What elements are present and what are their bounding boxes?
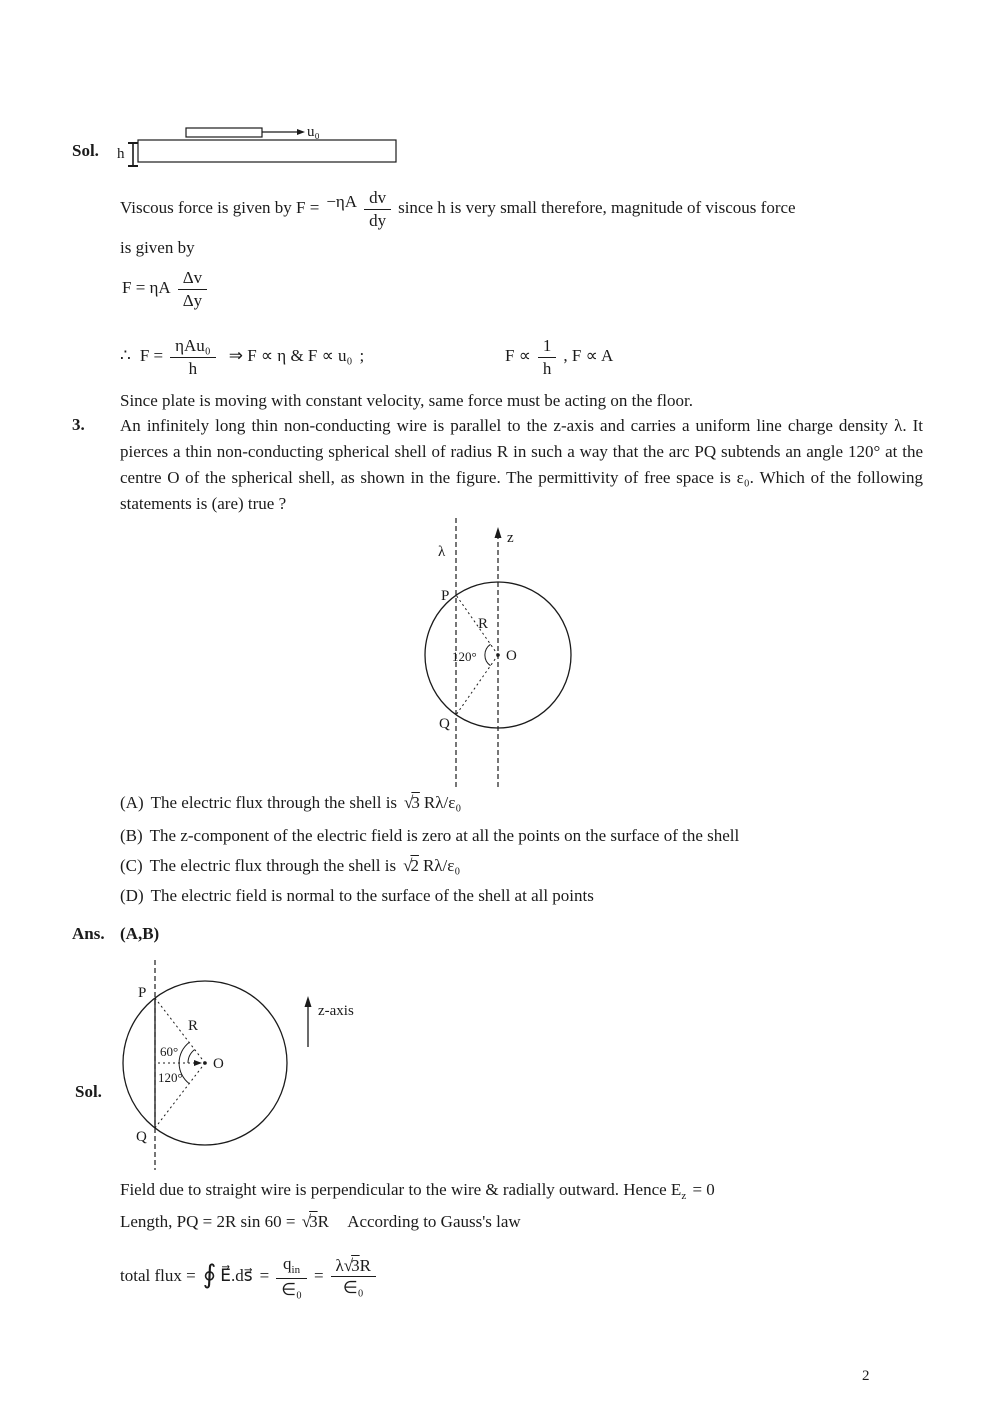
- angle-120-label: 120°: [158, 1070, 183, 1085]
- option-d-label: (D): [120, 886, 144, 905]
- formula3-lhs: F =: [139, 346, 164, 366]
- sol1-label: Sol.: [72, 141, 99, 160]
- e-z-subscript: z: [681, 1190, 687, 1202]
- viscous-coefficient: −ηA: [326, 192, 358, 212]
- radial-arrowhead: [194, 1060, 202, 1066]
- fraction-numerator: dv: [364, 186, 391, 210]
- answer-value: (A,B): [120, 924, 160, 943]
- fraction-numerator: ηAu₀: [170, 334, 216, 358]
- radicand: 2: [410, 856, 419, 875]
- z-axis-arrowhead: [495, 527, 502, 538]
- viscous-line1-post: since h is very small therefore, magnitude of viscous force: [398, 198, 796, 218]
- fraction-numerator: [276, 1252, 307, 1279]
- fraction-denominator: ∈₀: [342, 1278, 364, 1298]
- option-c-text: The electric flux through the shell is: [149, 856, 397, 875]
- option-b-label: (B): [120, 826, 143, 845]
- option-c-tail: Rλ/ε₀: [422, 856, 461, 875]
- sqrt-tail: R: [317, 1212, 329, 1231]
- viscous-formula3: [120, 334, 364, 378]
- equals-sign: =: [313, 1265, 324, 1285]
- sqrt-expression: [404, 791, 420, 815]
- center-o-label: O: [213, 1056, 224, 1072]
- radical-sign: √: [301, 1212, 310, 1231]
- sqrt-expression: [403, 854, 419, 878]
- sol3-label: Sol.: [75, 1082, 102, 1101]
- fraction-denominator: ∈₀: [281, 1279, 302, 1299]
- h-label: h: [117, 146, 125, 162]
- center-point: [203, 1061, 207, 1065]
- fraction-denominator: h: [188, 358, 198, 378]
- fraction-denominator: dy: [369, 210, 387, 230]
- radicand: 3: [309, 1212, 318, 1231]
- eta-a-u0-fraction: [170, 334, 216, 378]
- center-o-label: O: [506, 648, 517, 664]
- radical-sign: √: [404, 793, 412, 812]
- viscous-line1-pre: Viscous force is given by F =: [120, 198, 320, 218]
- velocity-arrowhead: [297, 129, 305, 135]
- fraction-denominator: h: [542, 358, 552, 378]
- radius-op-line: [456, 595, 498, 655]
- lambda-label: λ: [438, 544, 446, 560]
- option-a: [120, 791, 461, 815]
- option-b-text: The z-component of the electric field is zero at all the points on the surface of the shell: [149, 826, 740, 845]
- angle-60-label: 60°: [160, 1044, 179, 1059]
- fraction-numerator: [331, 1254, 376, 1278]
- fraction-denominator: Δy: [182, 290, 203, 310]
- formula3b-tail: , F ∝ A: [563, 346, 614, 366]
- viscous-conclusion: Since plate is moving with constant velocity, same force must be acting on the floor.: [120, 391, 693, 410]
- one-over-h-fraction: [538, 334, 557, 378]
- u0-label: u₀: [307, 124, 320, 140]
- closed-integral-sign: ∮: [202, 1259, 217, 1289]
- sol3-line2-post: According to Gauss's law: [347, 1212, 521, 1231]
- page-number: 2: [862, 1368, 870, 1384]
- plate-film-diagram: [115, 118, 415, 174]
- z-axis-arrowhead: [305, 996, 312, 1007]
- radical-sign: √: [403, 856, 411, 875]
- sol3-line1: [120, 1178, 715, 1208]
- radicand: 3: [411, 793, 420, 812]
- viscous-formula2: [122, 266, 207, 310]
- point-q-label: Q: [136, 1129, 147, 1145]
- therefore-symbol: ∴: [120, 346, 131, 366]
- fraction-numerator: 1: [538, 334, 557, 358]
- option-b: [120, 824, 739, 848]
- viscous-formula3b: [505, 334, 613, 378]
- option-a-text: The electric flux through the shell is: [150, 793, 398, 812]
- point-q-label: Q: [439, 716, 450, 732]
- sqrt-expression: [302, 1212, 329, 1231]
- semicolon: ;: [359, 346, 365, 366]
- question-number: 3.: [72, 415, 85, 434]
- formula2-lhs: F = ηA: [122, 278, 171, 298]
- sol3-line2-pre: Length, PQ = 2R sin 60 =: [120, 1212, 296, 1231]
- point-p-label: P: [441, 588, 450, 604]
- option-d-text: The electric field is normal to the surface of the shell at all points: [150, 886, 594, 905]
- radius-label: R: [188, 1018, 199, 1034]
- lambda-sqrt3r-over-epsilon-fraction: [331, 1254, 376, 1298]
- total-flux-label: total flux =: [120, 1265, 196, 1285]
- center-point: [496, 653, 500, 657]
- q-in-over-epsilon-fraction: [276, 1252, 307, 1299]
- fraction-numerator: Δv: [178, 266, 207, 290]
- dv-dy-delta-fraction: [178, 266, 207, 310]
- option-c: [120, 854, 460, 878]
- q-in-subscript: in: [291, 1264, 301, 1276]
- question-figure: [420, 516, 585, 790]
- point-p-label: P: [138, 985, 147, 1001]
- formula3b-lhs: F ∝: [505, 346, 531, 366]
- answer-label: Ans.: [72, 924, 105, 943]
- equals-sign: =: [259, 1265, 270, 1285]
- radius-label: R: [478, 616, 489, 632]
- option-a-tail: Rλ/ε₀: [423, 793, 462, 812]
- angle-120-label: 120°: [452, 649, 477, 664]
- option-d: [120, 884, 594, 908]
- angle-60-arc: [188, 1050, 195, 1063]
- viscous-line1: [120, 186, 796, 230]
- dv-dy-fraction: [364, 186, 391, 230]
- sol3-line2: [120, 1210, 521, 1234]
- radical-sign: √: [343, 1255, 352, 1275]
- option-c-label: (C): [120, 856, 143, 875]
- z-axis-label: z-axis: [318, 1003, 354, 1019]
- solution-figure: [112, 957, 382, 1173]
- formula3-implication: ⇒ F ∝ η & F ∝ u₀: [228, 346, 353, 366]
- option-a-label: (A): [120, 793, 144, 812]
- viscous-line2: is given by: [120, 238, 195, 257]
- radius-oq-line: [456, 655, 498, 715]
- radicand: 3: [351, 1255, 360, 1275]
- sol3-line1-post: = 0: [692, 1180, 715, 1199]
- question-text: An infinitely long thin non-conducting wire is parallel to the z-axis and carries a uniform line charge density λ. It pierces a thin non-conducting spherical shell of radius R in such a way that the arc PQ subtends an angle 120° at the centre O of the spherical shell, as shown in the figure. The permittivity of free space is ε₀. Which of the following statements is (are) true ?: [120, 416, 923, 513]
- sol3-line1-pre: Field due to straight wire is perpendicular to the wire & radially outward. Hence E: [120, 1180, 682, 1199]
- total-flux-formula: [120, 1252, 376, 1299]
- lambda-factor: λ: [335, 1255, 344, 1275]
- q-base: q: [283, 1254, 292, 1273]
- moving-plate: [186, 128, 262, 137]
- r-factor: R: [359, 1255, 371, 1275]
- integrand: E⃗.ds⃗: [220, 1265, 253, 1285]
- angle-arc: [485, 644, 491, 665]
- z-label: z: [507, 530, 514, 546]
- fluid-layer: [138, 140, 396, 162]
